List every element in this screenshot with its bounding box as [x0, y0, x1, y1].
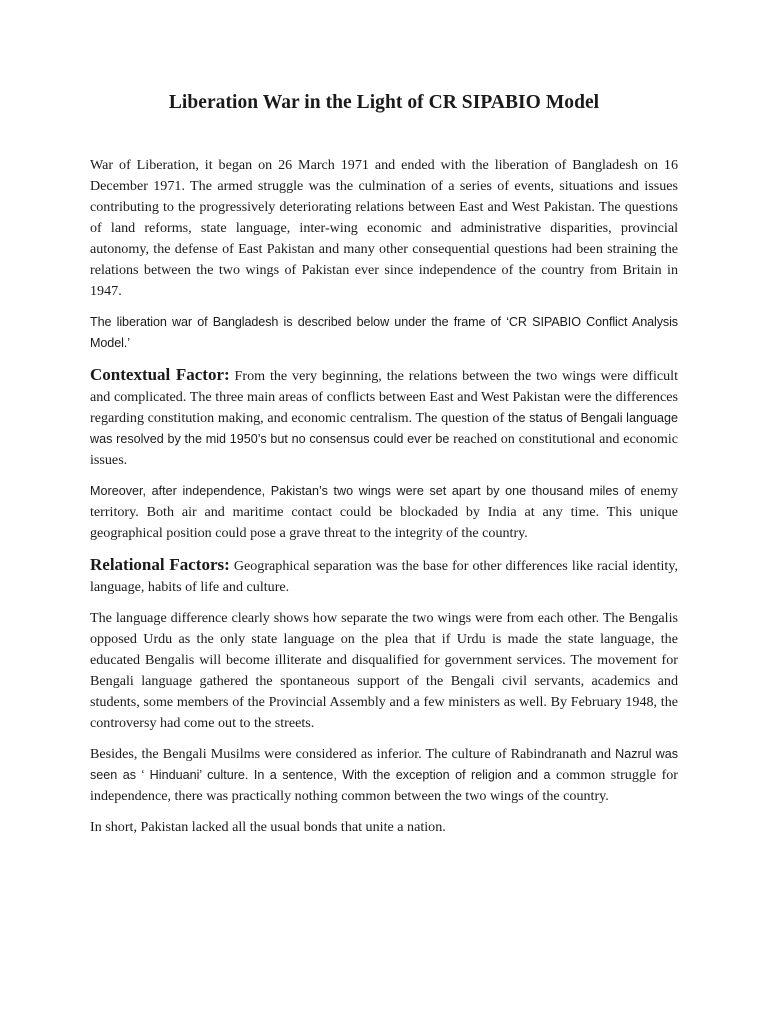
paragraph-conclusion: In short, Pakistan lacked all the usual bonds that unite a nation.: [90, 819, 446, 835]
paragraph-language-difference: The language difference clearly shows how separate the two wings were from each other. The Bengalis opposed Urdu as the only state language on the plea that if Urdu is made the state language, the educated Bengalis will become illiterate and disqualified for government services. The movement for Bengali language gathered the spontaneous support of the Bengali civil servants, academics and students, some members of the Provincial Assembly and a few ministers as well. By February 1948, the controversy had come out to the streets.: [90, 610, 678, 731]
paragraph-culture-text-a: Besides, the Bengali Musilms were considered as inferior. The culture of Rabindranath and: [90, 746, 616, 762]
paragraph-culture-text-b: Nazrul was seen as ‘ Hinduani’ culture. In a sentence, With the exception of religion and a: [90, 747, 678, 782]
paragraph-geography-text-a: Moreover, after independence, Pakistan’s two wings were set apart by one thousand miles of: [90, 484, 635, 498]
paragraph-geography: [90, 481, 678, 544]
document-title: Liberation War in the Light of CR SIPABIO Model: [168, 92, 600, 113]
paragraph-culture-text-c: common struggle for independence, there was practically nothing common between the two wings of the country.: [90, 767, 678, 804]
relational-factors-text: Geographical separation was the base for other differences like racial identity, language, habits of life and culture.: [90, 558, 678, 595]
contextual-factor-heading: Contextual Factor:: [90, 365, 230, 384]
paragraph-contextual-factor: [90, 364, 678, 471]
document-page: [90, 0, 678, 838]
paragraph-culture: [90, 744, 678, 807]
paragraph-geography-text-b: enemy territory. Both air and maritime contact could be blockaded by India at any time. This unique geographical position could pose a grave threat to the integrity of the country.: [90, 483, 679, 541]
contextual-factor-text-a: From the very beginning, the relations between the two wings were difficult and complicated. The three main areas of conflicts between East and West Pakistan were the differences regarding constitution making, and economic centralism. The question of: [90, 368, 679, 426]
contextual-factor-text-b: the status of Bengali language was resolved by the mid 1950’s but no consensus could ever be: [90, 411, 679, 446]
paragraph-intro: War of Liberation, it began on 26 March 1971 and ended with the liberation of Bangladesh on 16 December 1971. The armed struggle was the culmination of a series of events, situations and issues contributing to the progressively deteriorating relations between East and West Pakistan. The questions of land reforms, state language, inter-wing economic and administrative disparities, provincial autonomy, the defense of East Pakistan and many other consequential questions had been straining the relations between the two wings of Pakistan ever since independence of the country from Britain in 1947.: [90, 157, 678, 299]
paragraph-relational-factors: [90, 554, 678, 598]
paragraph-model-frame: The liberation war of Bangladesh is described below under the frame of ‘CR SIPABIO Conflict Analysis Model.’: [90, 315, 678, 350]
contextual-factor-text-c: reached on constitutional and economic issues.: [90, 431, 678, 468]
relational-factors-heading: Relational Factors:: [90, 555, 230, 574]
